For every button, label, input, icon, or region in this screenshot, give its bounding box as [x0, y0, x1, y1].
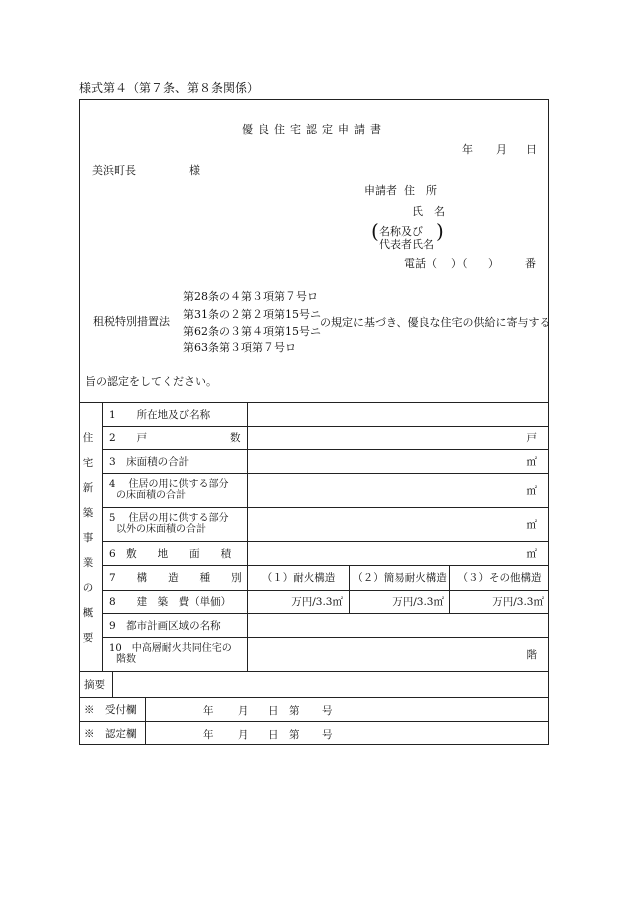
approval-date-line[interactable] [146, 721, 546, 745]
structure-option-semi-fireproof[interactable]: （２）簡易耐火構造 [352, 572, 447, 584]
phone-mid: ）（ [451, 257, 468, 270]
total-floor-area-field[interactable] [248, 449, 537, 473]
residential-area-field[interactable] [248, 473, 537, 507]
receipt-day: 日 [268, 705, 279, 717]
approval-day: 日 [268, 729, 279, 741]
approval-no-prefix: 第 [289, 729, 300, 741]
structure-option-other[interactable]: （３）その他構造 [457, 572, 542, 584]
row-floors-line2: 階数 [116, 654, 136, 665]
nonresidential-area-unit: ㎡ [526, 518, 537, 531]
row-site-area-label: 6 敷 地 面 積 [109, 547, 232, 560]
article-2: 第31条の２第２項第15号ニ [183, 308, 321, 321]
phone-end: ） [488, 257, 499, 270]
receipt-no-suffix: 号 [322, 705, 333, 717]
structure-option-fireproof[interactable]: （１）耐火構造 [261, 572, 336, 584]
row-units-label-b: 数 [230, 432, 241, 444]
row-floors-line1: 10 中高層耐火共同住宅の [109, 643, 232, 654]
honorific: 様 [189, 164, 200, 177]
applicant-label: 申請者 [364, 184, 397, 197]
date-month: 月 [496, 143, 507, 156]
planning-area-field[interactable] [248, 613, 545, 637]
approval-year: 年 [203, 729, 214, 741]
site-area-field[interactable] [248, 541, 537, 565]
purpose-text: の規定に基づき、優良な住宅の供給に寄与する [320, 316, 551, 329]
addressee: 美浜町長 [92, 164, 136, 177]
address-label: 住 所 [404, 184, 437, 197]
approval-label: ※ 認定欄 [84, 727, 137, 740]
row-total-floor-area-label: 3 床面積の合計 [109, 455, 190, 468]
residential-area-unit: ㎡ [526, 484, 537, 497]
floors-unit: 階 [526, 648, 537, 661]
row-location-label: 1 所在地及び名称 [109, 408, 211, 421]
corp-name-line2: 代表者氏名 [379, 238, 434, 251]
closing-text: 旨の認定をしてください。 [85, 375, 217, 388]
application-header [79, 99, 549, 402]
receipt-year: 年 [203, 705, 214, 717]
row-floors-label [109, 643, 232, 665]
row-residential-area-line1: 4 住居の用に供する部分 [109, 479, 229, 490]
article-3: 第62条の３第４項第15号ニ [183, 325, 321, 338]
receipt-date-line[interactable] [146, 697, 546, 721]
row-construction-cost-label: 8 建 築 費（単価） [109, 596, 232, 608]
document-title: 優良住宅認定申請書 [242, 123, 386, 136]
site-area-unit: ㎡ [526, 547, 537, 560]
row-nonresidential-area-line2: 以外の床面積の合計 [116, 524, 206, 535]
units-unit: 戸 [526, 432, 537, 444]
open-paren: ( [371, 219, 379, 243]
cost-semi-fireproof-field[interactable] [350, 590, 444, 613]
cost-fireproof-field[interactable] [248, 590, 343, 613]
name-label: 氏 名 [412, 205, 445, 218]
approval-month: 月 [238, 729, 249, 741]
receipt-month: 月 [238, 705, 249, 717]
receipt-no-prefix: 第 [289, 705, 300, 717]
law-name: 租税特別措置法 [93, 315, 170, 328]
cost-other-unit: 万円/3.3㎡ [492, 596, 544, 608]
row-nonresidential-area-label [109, 513, 229, 535]
total-floor-area-unit: ㎡ [526, 455, 537, 468]
location-value-field[interactable] [248, 402, 545, 426]
corp-name-line1: 名称及び [379, 225, 423, 238]
nonresidential-area-field[interactable] [248, 507, 537, 541]
date-day: 日 [526, 143, 537, 156]
phone-label: 電話（ [404, 257, 437, 270]
units-value-field[interactable] [248, 426, 537, 449]
row-nonresidential-area-line1: 5 住居の用に供する部分 [109, 513, 229, 524]
form-number: 様式第４（第７条、第８条関係） [79, 81, 260, 95]
article-1: 第28条の４第３項第７号ロ [183, 290, 318, 303]
article-4: 第63条第３項第７号ロ [183, 341, 296, 354]
cost-semi-fireproof-unit: 万円/3.3㎡ [392, 596, 444, 608]
row-residential-area-label [109, 479, 229, 501]
row-residential-area-line2: の床面積の合計 [116, 490, 186, 501]
approval-no-suffix: 号 [322, 729, 333, 741]
floors-field[interactable] [248, 637, 537, 671]
receipt-label: ※ 受付欄 [84, 703, 137, 716]
summary-field[interactable] [113, 671, 545, 697]
summary-label: 摘要 [84, 678, 105, 691]
cost-other-field[interactable] [450, 590, 544, 613]
close-paren: ) [436, 219, 444, 243]
row-units-label: 2 戸 [109, 432, 148, 444]
row-planning-area-label: 9 都市計画区域の名称 [109, 619, 221, 632]
row-structure-label: 7 構 造 種 別 [109, 572, 242, 584]
phone-number-suffix: 番 [525, 257, 536, 270]
cost-fireproof-unit: 万円/3.3㎡ [291, 596, 343, 608]
date-year: 年 [462, 143, 473, 156]
